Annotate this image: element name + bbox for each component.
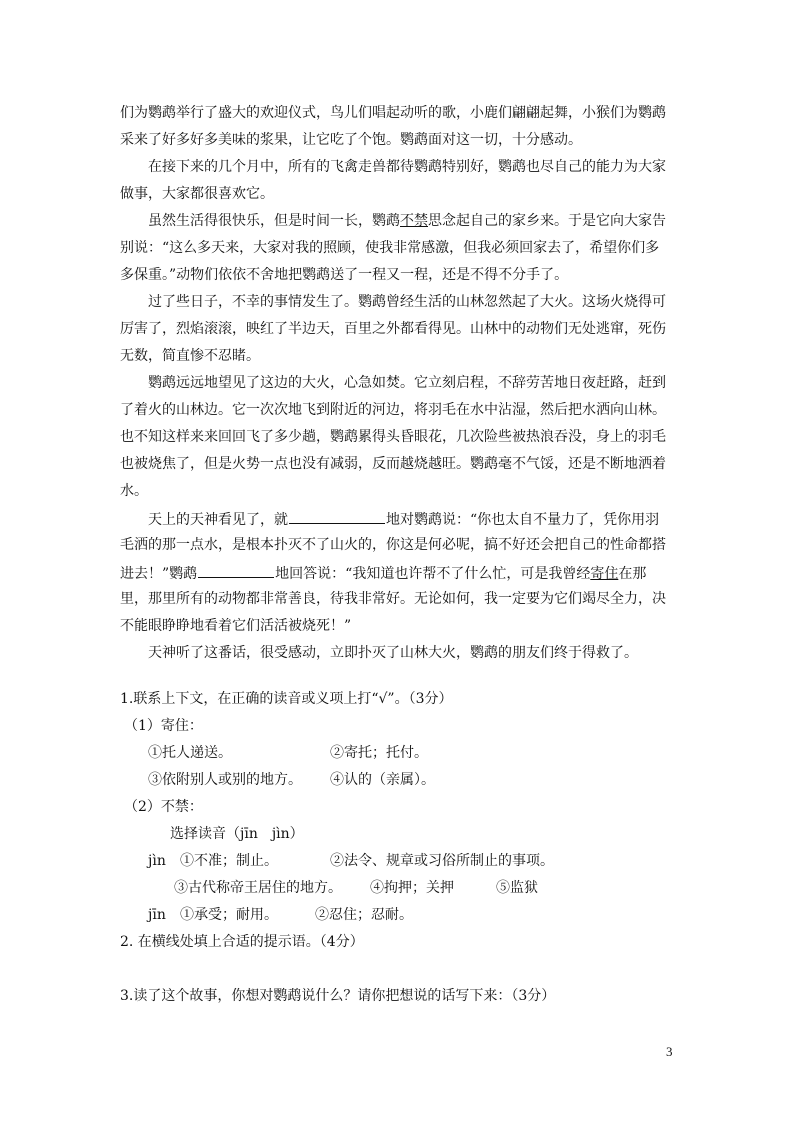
option-1[interactable]: ①托人递送。 — [148, 745, 232, 761]
option-2[interactable]: ②寄托；托付。 — [330, 745, 428, 761]
story-line-19: 里，那里所有的动物都非常善良，待我非常好。无论如何，我一定要为它们竭尽全力，决 — [120, 591, 666, 607]
story-text-span: 天上的天神看见了，就 — [148, 512, 288, 528]
question-2: 2. 在横线处填上合适的提示语。（4分） — [120, 934, 364, 950]
story-line-4: 做事，大家都很喜欢它。 — [120, 186, 274, 202]
question-3: 3.读了这个故事，你想对鹦鹉说什么？请你把想说的话写下来：（3分） — [120, 988, 556, 1004]
story-line-12: 了着火的山林边。它一次次地飞到附近的河边，将羽毛在水中沾湿，然后把水洒向山林。 — [120, 402, 666, 418]
underlined-word-bujin: 不禁 — [400, 213, 428, 229]
story-text-span: 地对鹦鹉说：“你也太自不量力了，凭你用羽 — [386, 512, 660, 528]
story-line-14: 也被烧焦了，但是火势一点也没有减弱，反而越烧越旺。鹦鹉毫不气馁，还是不断地洒着 — [120, 456, 666, 472]
story-text-span: 地回答说：“我知道也许帮不了什么忙，可是我曾经 — [275, 566, 591, 582]
option-4[interactable]: ④认的（亲属）。 — [330, 772, 435, 788]
story-text-span: 在那 — [618, 566, 647, 582]
story-text-span: 进去！”鹦鹉 — [120, 566, 198, 582]
story-line-16 — [148, 509, 659, 529]
story-line-3: 在接下来的几个月中，所有的飞禽走兽都待鹦鹉特别好，鹦鹉也尽自己的能力为大家 — [148, 159, 666, 175]
story-line-20: 不能眼睁睁地看着它们活活被烧死！” — [120, 618, 352, 634]
page-number: 3 — [666, 1044, 673, 1059]
jin1-meaning-1[interactable]: ①承受；耐用。 — [180, 907, 278, 923]
story-line-9: 厉害了，烈焰滚滚，映红了半边天，百里之外都看得见。山林中的动物们无处逃窜，死伤 — [120, 321, 666, 337]
story-line-11: 鹦鹉远远地望见了这边的大火，心急如焚。它立刻启程，不辞劳苦地日夜赶路，赶到 — [148, 375, 666, 391]
jin4-meaning-5[interactable]: ⑤监狱 — [496, 880, 538, 896]
story-line-21: 天神听了这番话，很受感动，立即扑灭了山林大火，鹦鹉的朋友们终于得救了。 — [148, 645, 638, 661]
jin1-meaning-2[interactable]: ②忍住；忍耐。 — [315, 907, 413, 923]
story-line-2: 采来了好多好多美味的浆果，让它吃了个饱。鹦鹉面对这一切，十分感动。 — [120, 132, 582, 148]
story-line-15: 水。 — [120, 483, 148, 499]
option-3[interactable]: ③依附别人或别的地方。 — [148, 772, 302, 788]
story-line-18 — [120, 563, 646, 583]
answer-blank-1[interactable] — [289, 509, 385, 524]
question-1-sub-2: （2）不禁： — [124, 799, 203, 815]
jin4-meaning-2[interactable]: ②法令、规章或习俗所制止的事项。 — [330, 853, 554, 869]
story-line-10: 无数，简直惨不忍睹。 — [120, 348, 260, 364]
story-line-8: 过了些日子，不幸的事情发生了。鹦鹉曾经生活的山林忽然起了大火。这场火烧得可 — [148, 294, 666, 310]
story-line-5 — [148, 212, 666, 230]
story-line-1: 们为鹦鹉举行了盛大的欢迎仪式，鸟儿们唱起动听的歌，小鹿们翩翩起舞，小猴们为鹦鹉 — [120, 105, 666, 121]
story-text-span: 虽然生活得很快乐，但是时间一长，鹦鹉 — [148, 213, 400, 229]
story-line-7: 多保重。”动物们依依不舍地把鹦鹉送了一程又一程，还是不得不分手了。 — [120, 267, 569, 283]
story-line-13: 也不知这样来来回回飞了多少趟，鹦鹉累得头昏眼花，几次险些被热浪吞没，身上的羽毛 — [120, 429, 666, 445]
story-line-17: 毛洒的那一点水，是根本扑灭不了山火的，你这是何必呢，搞不好还会把自己的性命都搭 — [120, 537, 666, 553]
question-1-sub-1: （1）寄住： — [124, 718, 203, 734]
question-1: 1.联系上下文，在正确的读音或义项上打“√”。（3分） — [120, 691, 453, 707]
story-line-6: 别说：“这么多天来，大家对我的照顾，使我非常感激，但我必须回家去了，希望你们多 — [120, 240, 660, 256]
answer-blank-2[interactable] — [198, 563, 274, 578]
jin4-meaning-1[interactable]: ①不准；制止。 — [180, 853, 278, 869]
jin4-meaning-4[interactable]: ④拘押；关押 — [370, 880, 454, 896]
pinyin-label-jin1: jīn — [148, 907, 166, 923]
jin4-meaning-3[interactable]: ③古代称帝王居住的地方。 — [174, 880, 342, 896]
pinyin-label-jin4: jìn — [148, 853, 166, 869]
story-text-span: 思念起自己的家乡来。于是它向大家告 — [428, 213, 666, 229]
underlined-word-jizhu: 寄住 — [590, 566, 619, 582]
pinyin-choice[interactable]: 选择读音（jīn jìn） — [170, 826, 304, 842]
